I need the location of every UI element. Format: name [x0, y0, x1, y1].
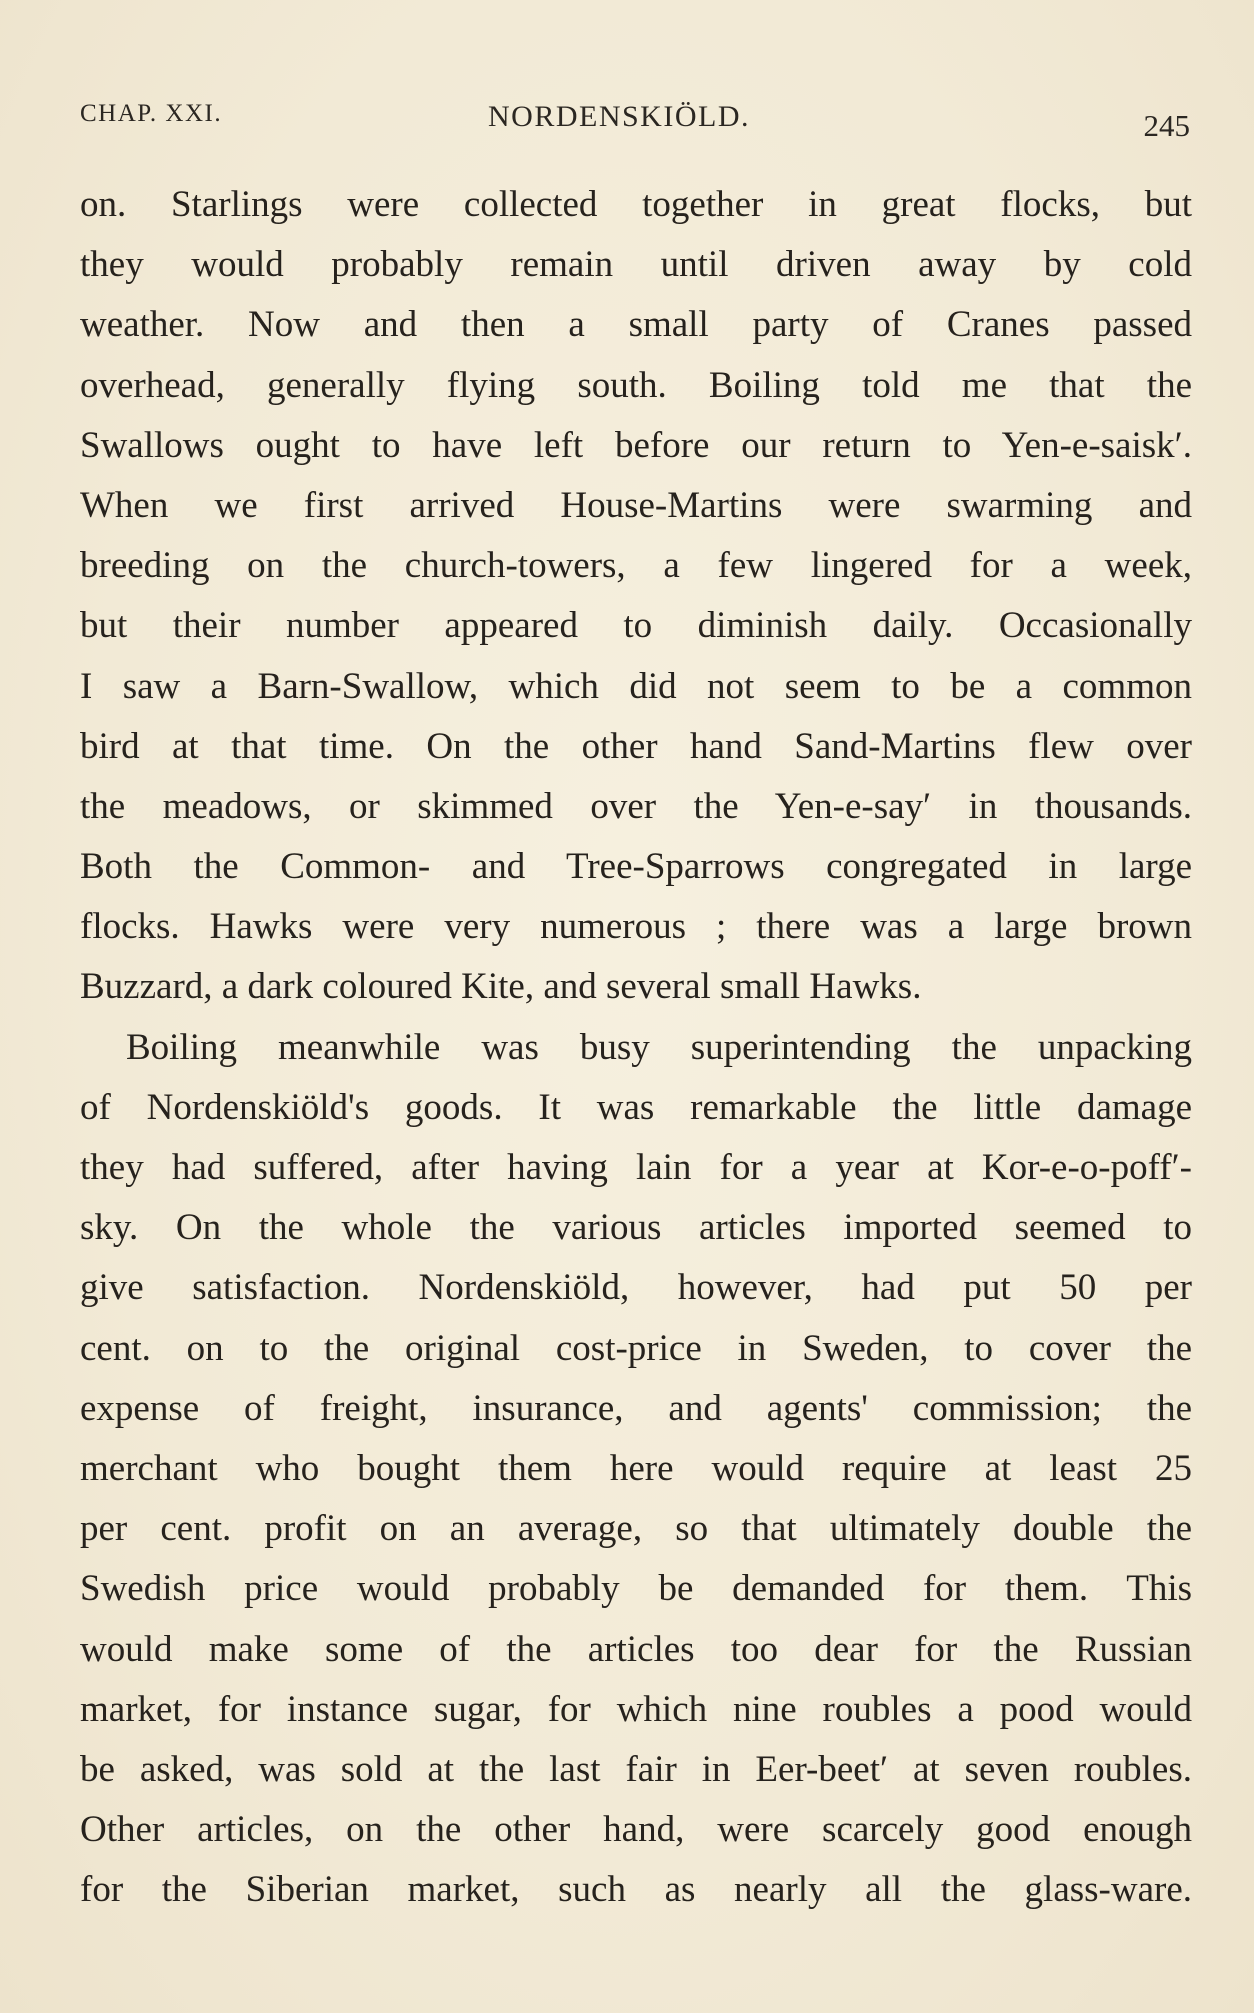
body-text [80, 175, 1192, 1920]
text-line: on. Starlings were collected together in great flocks, but [80, 184, 1192, 225]
text-line: Swedish price would probably be demanded for them. This [80, 1568, 1192, 1610]
text-line: the meadows, or skimmed over the Yen-e-say′ in thousands. [80, 785, 1192, 827]
text-line: expense of freight, insurance, and agents' commission; the [80, 1387, 1192, 1429]
page-number: 245 [1143, 108, 1190, 143]
text-line: merchant who bought them here would require at least 25 [80, 1447, 1192, 1489]
text-line: for the Siberian market, such as nearly all the glass-ware. [80, 1869, 1192, 1911]
text-line: breeding on the church-towers, a few lingered for a week, [80, 545, 1192, 587]
text-line: Swallows ought to have left before our return to Yen-e-saisk′. [80, 424, 1192, 466]
text-line: per cent. profit on an average, so that ultimately double the [80, 1508, 1192, 1550]
text-line: they had suffered, after having lain for a year at Kor-e-o-poff′- [80, 1147, 1192, 1188]
text-line: When we first arrived House-Martins were swarming and [80, 484, 1192, 526]
text-line: Both the Common- and Tree-Sparrows congregated in large [80, 846, 1192, 888]
text-line: sky. On the whole the various articles imported seemed to [80, 1207, 1192, 1249]
text-line: overhead, generally flying south. Boiling told me that the [80, 364, 1192, 406]
text-line: but their number appeared to diminish daily. Occasionally [80, 605, 1192, 647]
text-line: Other articles, on the other hand, were scarcely good enough [80, 1809, 1192, 1851]
text-line: I saw a Barn-Swallow, which did not seem to be a common [80, 665, 1192, 707]
running-title: NORDENSKIÖLD. [488, 100, 750, 133]
text-line: bird at that time. On the other hand Sand-Martins flew over [80, 725, 1192, 767]
text-line: Boiling meanwhile was busy superintending the unpacking [126, 1026, 1192, 1068]
paragraph [80, 1018, 1192, 1921]
text-line: Buzzard, a dark coloured Kite, and several small Hawks. [80, 966, 922, 1008]
text-line: market, for instance sugar, for which nine roubles a pood would [80, 1688, 1192, 1730]
running-head [80, 100, 1190, 150]
text-line: would make some of the articles too dear for the Russian [80, 1628, 1192, 1670]
text-line: flocks. Hawks were very numerous ; there was a large brown [80, 906, 1192, 948]
text-line: weather. Now and then a small party of Cranes passed [80, 304, 1192, 346]
text-line: be asked, was sold at the last fair in Eer-beet′ at seven roubles. [80, 1748, 1192, 1790]
text-line: give satisfaction. Nordenskiöld, however, had put 50 per [80, 1267, 1192, 1309]
chapter-label: CHAP. XXI. [80, 100, 223, 127]
text-line: they would probably remain until driven away by cold [80, 244, 1192, 286]
paragraph [80, 175, 1192, 1018]
text-line: cent. on to the original cost-price in Sweden, to cover the [80, 1327, 1192, 1369]
text-line: of Nordenskiöld's goods. It was remarkable the little damage [80, 1086, 1192, 1128]
